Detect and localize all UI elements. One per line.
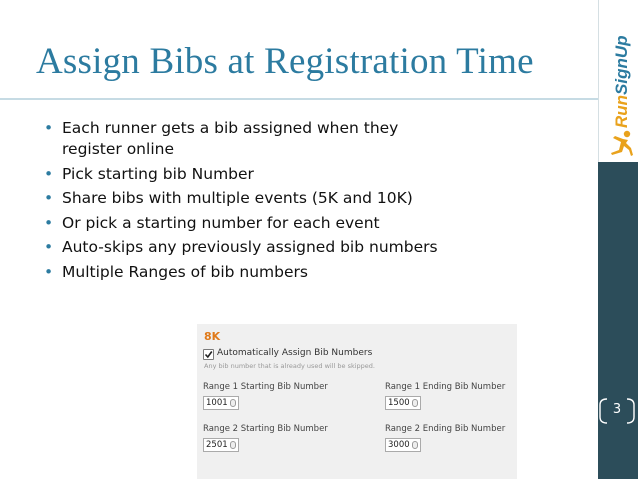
slide-number: 3 xyxy=(612,402,622,417)
auto-assign-checkbox[interactable] xyxy=(203,349,214,360)
bullet-item xyxy=(44,118,464,160)
bullet-dot: • xyxy=(44,238,54,256)
bullet-text: Each runner gets a bib assigned when they xyxy=(62,119,399,137)
range1-end-label: Range 1 Ending Bib Number xyxy=(385,382,506,392)
auto-assign-label: Automatically Assign Bib Numbers xyxy=(217,348,373,358)
bullet-text: Share bibs with multiple events (5K and 10K) xyxy=(62,189,413,207)
bullet-item xyxy=(44,237,464,258)
runner-icon xyxy=(611,131,633,156)
event-heading: 8K xyxy=(204,330,221,343)
range2-start-input[interactable] xyxy=(203,438,239,452)
bullet-dot: • xyxy=(44,262,54,281)
spinner-icon[interactable] xyxy=(412,399,418,407)
range1-start-value: 1001 xyxy=(206,398,228,408)
bullet-list xyxy=(44,118,464,286)
spinner-icon[interactable] xyxy=(230,441,236,449)
bullet-item xyxy=(44,213,464,234)
range2-end-label: Range 2 Ending Bib Number xyxy=(385,424,506,434)
bullet-text-continued: register online xyxy=(62,140,174,158)
spinner-icon[interactable] xyxy=(230,399,236,407)
checkmark-icon xyxy=(204,350,213,359)
runsignup-logo xyxy=(598,0,638,162)
range1-end-input[interactable] xyxy=(385,396,421,410)
title-divider xyxy=(0,98,598,100)
range1-start-input[interactable] xyxy=(203,396,239,410)
range2-start-label: Range 2 Starting Bib Number xyxy=(203,424,328,434)
bullet-item xyxy=(44,164,464,185)
svg-text:RunSignUp: RunSignUp xyxy=(612,35,631,128)
range1-start-label: Range 1 Starting Bib Number xyxy=(203,382,328,392)
bullet-item xyxy=(44,262,464,283)
bullet-text: Pick starting bib Number xyxy=(62,164,254,183)
slide-number-badge xyxy=(596,396,638,426)
bullet-text: Or pick a starting number for each event xyxy=(62,213,380,232)
range1-end-value: 1500 xyxy=(388,398,410,408)
bullet-text: Multiple Ranges of bib numbers xyxy=(62,262,308,281)
bullet-dot: • xyxy=(44,164,54,183)
bullet-item xyxy=(44,188,464,209)
auto-assign-note: Any bib number that is already used will be skipped. xyxy=(204,362,375,370)
range2-end-value: 3000 xyxy=(388,440,410,450)
bullet-dot: • xyxy=(44,119,54,137)
slide-title: Assign Bibs at Registration Time xyxy=(36,41,534,82)
bullet-dot: • xyxy=(44,189,54,207)
runsignup-logo-graphic xyxy=(599,0,638,162)
bib-settings-screenshot xyxy=(197,324,517,479)
range2-end-input[interactable] xyxy=(385,438,421,452)
bullet-dot: • xyxy=(44,213,54,232)
range2-start-value: 2501 xyxy=(206,440,228,450)
spinner-icon[interactable] xyxy=(412,441,418,449)
bullet-text: Auto-skips any previously assigned bib numbers xyxy=(62,238,438,256)
